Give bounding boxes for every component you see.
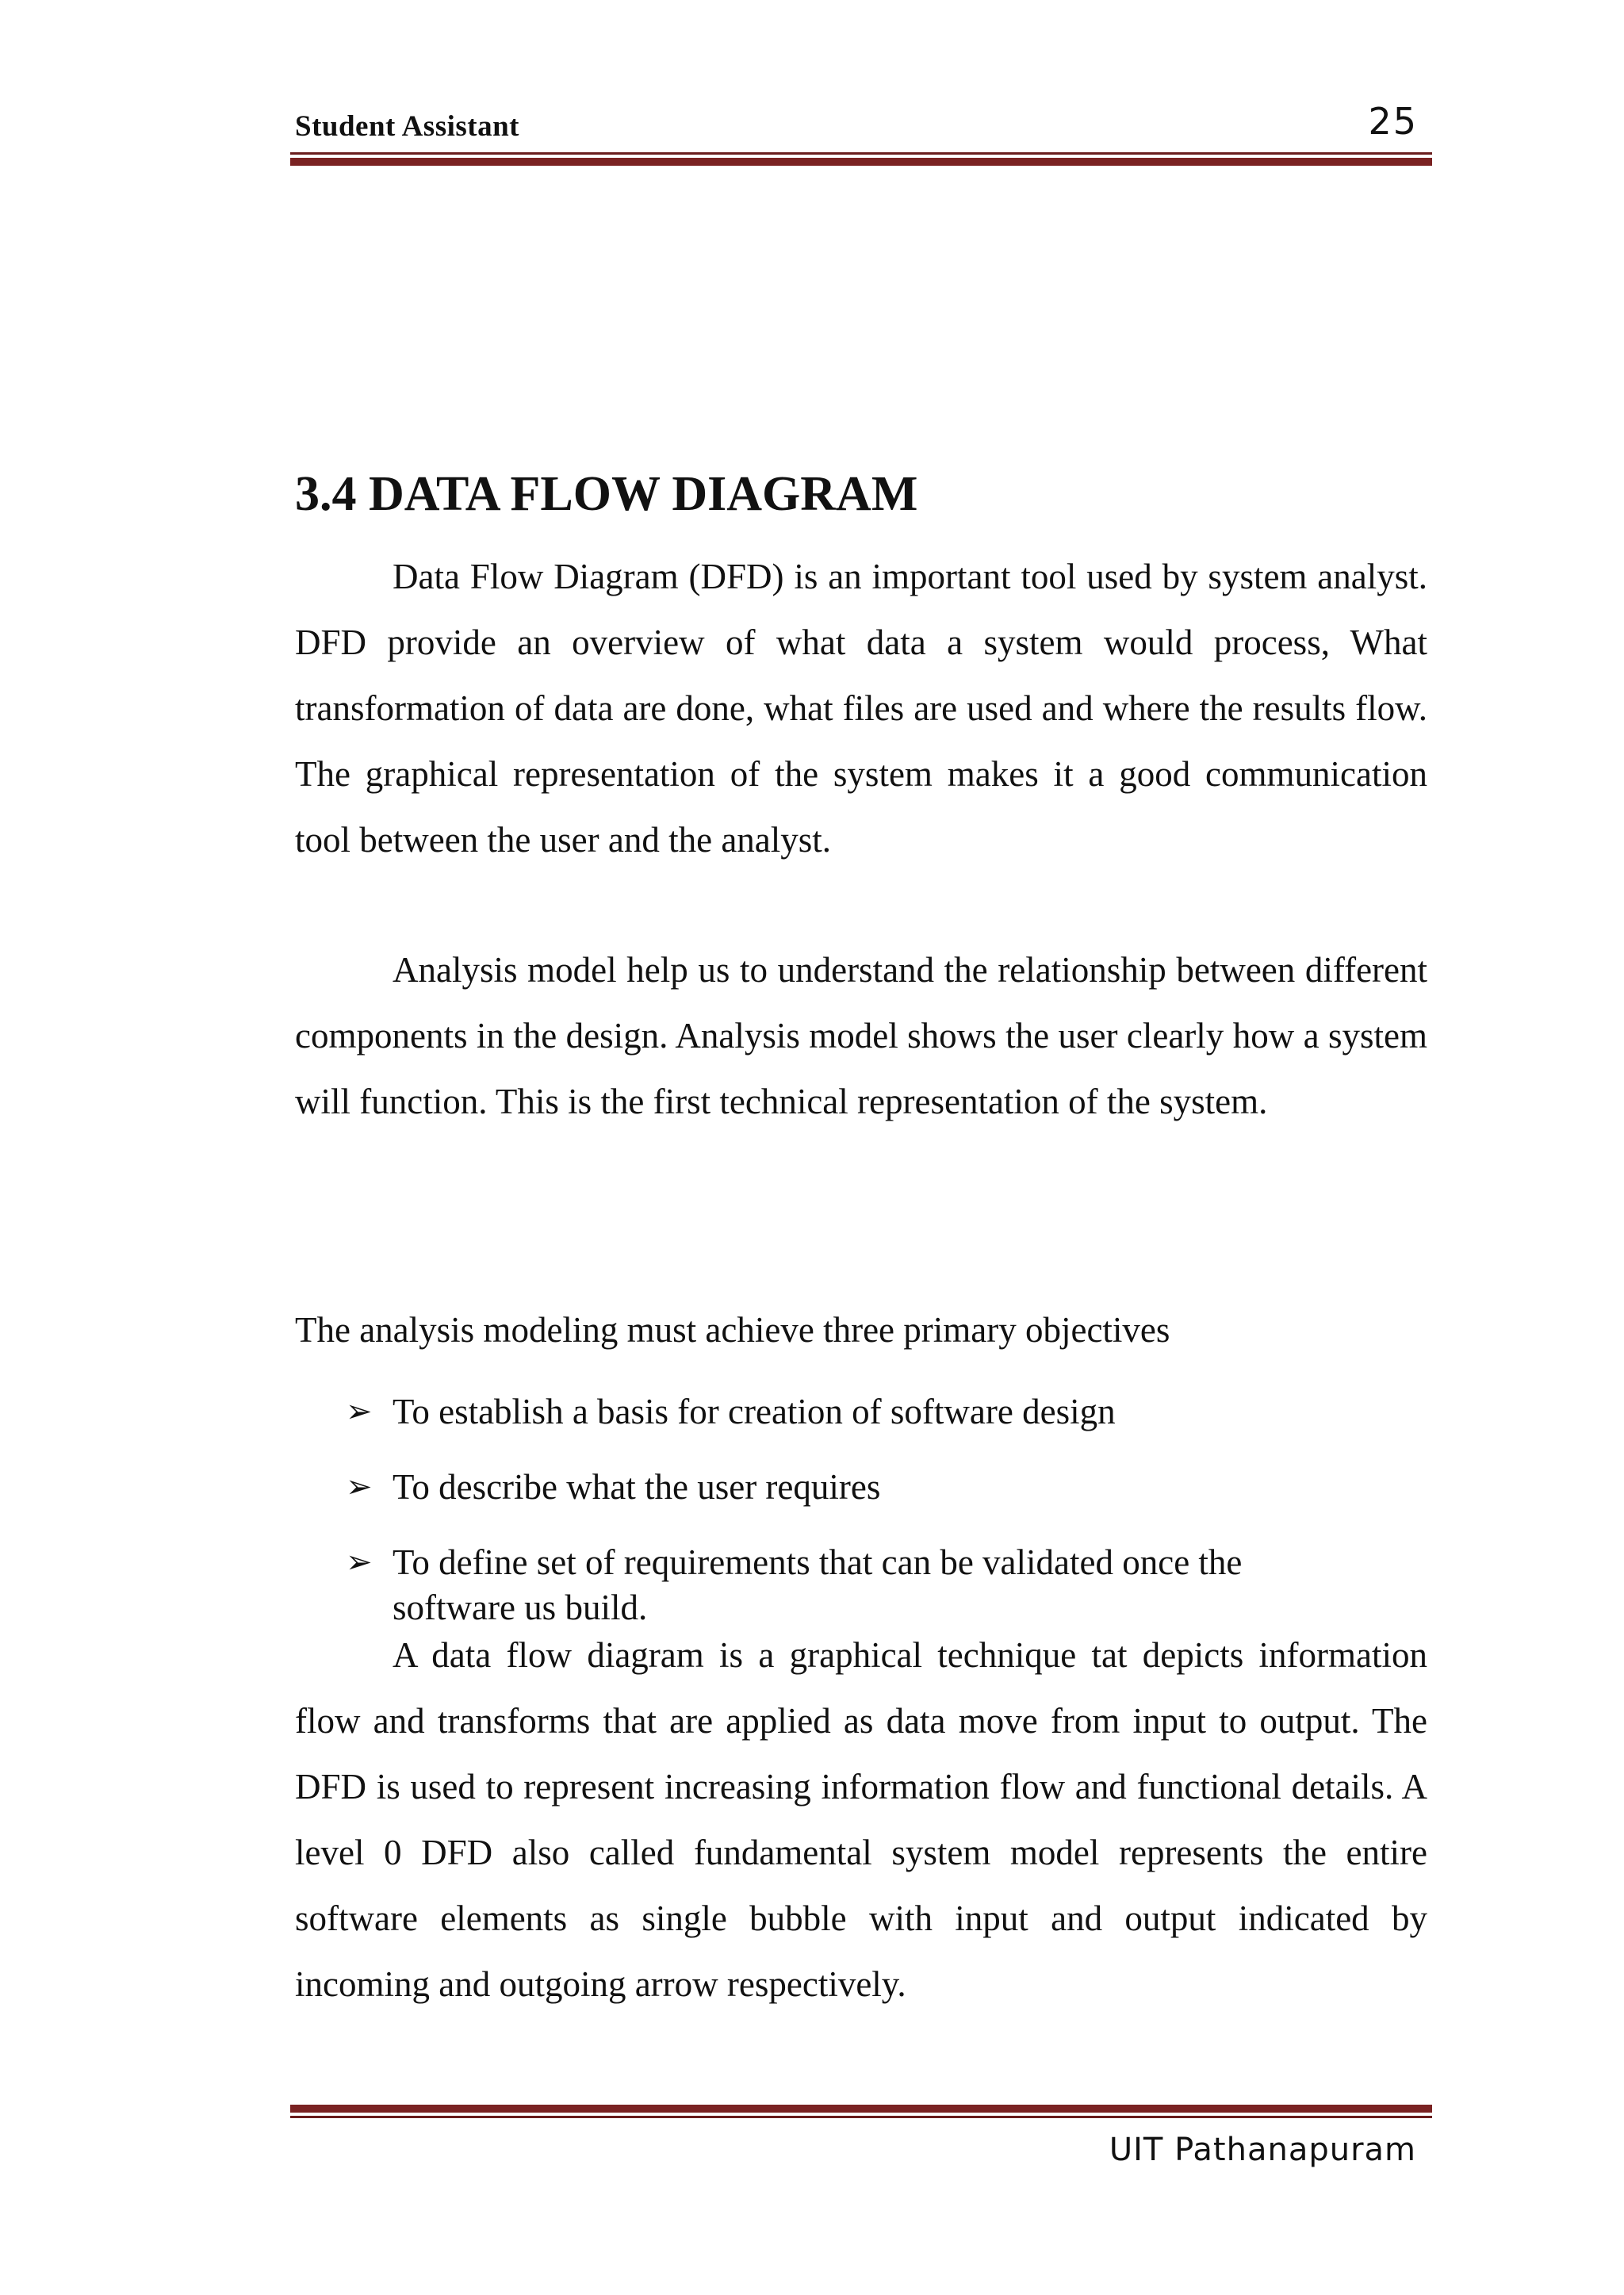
header-rule-thin [290, 152, 1432, 155]
header-title: Student Assistant [295, 110, 520, 143]
list-item [295, 1389, 1427, 1435]
arrow-bullet-icon: ➢ [346, 1469, 373, 1505]
page-number: 25 [1368, 100, 1418, 143]
paragraph-analysis-model: Analysis model help us to understand the relationship between different components in the design. Analysis model shows the user clearly how a system will function. This is the first technical representation of the system. [295, 950, 1427, 1121]
footer-institution: UIT Pathanapuram [1109, 2132, 1416, 2168]
header-rule-thick [290, 158, 1432, 166]
paragraph-dfd-definition: A data flow diagram is a graphical technique tat depicts information flow and transforms that are applied as data move from input to output. The DFD is used to represent increasing information flow and functional details. A level 0 DFD also called fundamental system model represents the entire software elements as single bubble with input and output indicated by incoming and outgoing arrow respectively. [295, 1635, 1427, 2004]
list-item-text: To establish a basis for creation of software design [393, 1392, 1116, 1431]
paragraph-objectives-intro: The analysis modeling must achieve three primary objectives [295, 1310, 1170, 1350]
arrow-bullet-icon: ➢ [346, 1544, 373, 1580]
footer-rule-thick [290, 2105, 1432, 2113]
objectives-list [295, 1389, 1427, 1661]
paragraph-dfd-intro: Data Flow Diagram (DFD) is an important tool used by system analyst. DFD provide an overview of what data a system would process, What transformation of data are done, what files are used and where the results flow. The graphical representation of the system makes it a good communication tool between the user and the analyst. [295, 557, 1427, 860]
arrow-bullet-icon: ➢ [346, 1393, 373, 1430]
list-item-text: To define set of requirements that can be validated once the software us build. [393, 1542, 1243, 1627]
list-item-text: To describe what the user requires [393, 1467, 881, 1507]
list-item [295, 1540, 1265, 1630]
list-item [295, 1465, 1427, 1510]
footer-rule-thin [290, 2116, 1432, 2118]
section-heading: 3.4 DATA FLOW DIAGRAM [295, 467, 918, 521]
